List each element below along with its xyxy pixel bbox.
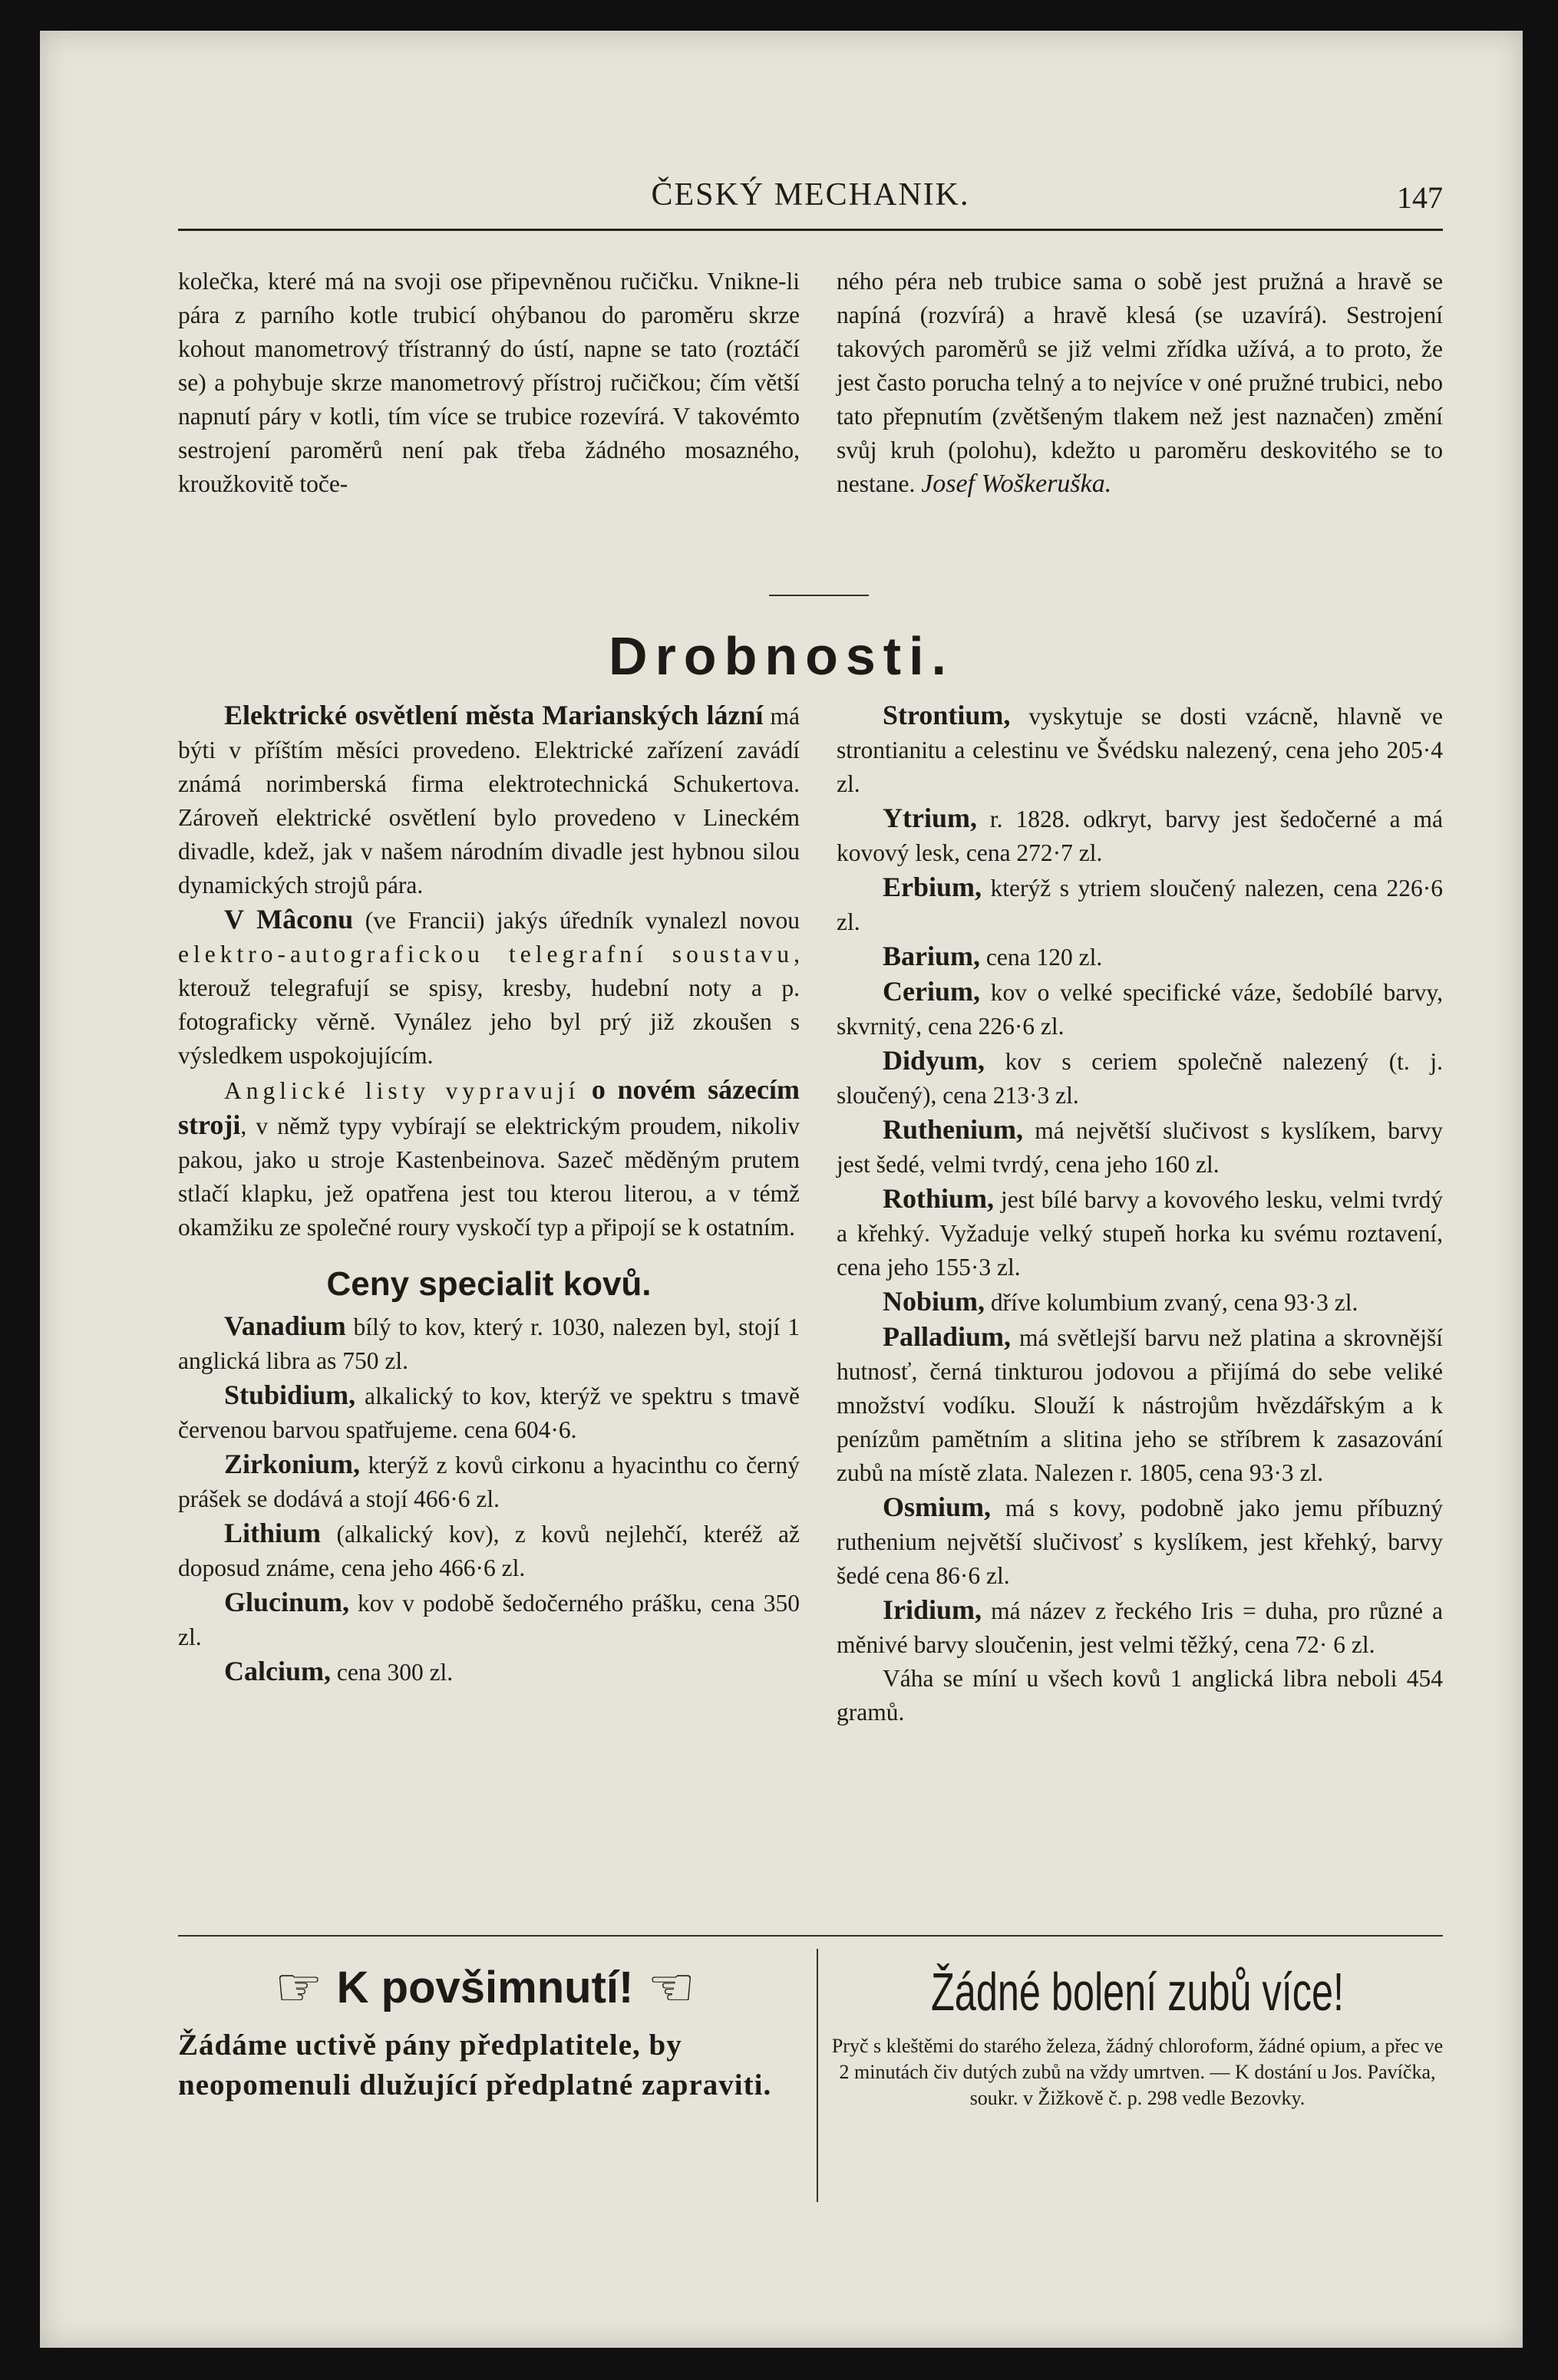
- page-number: 147: [1397, 180, 1443, 215]
- ad-title: Žádné bolení zubů více!: [931, 1962, 1344, 2022]
- metal-entry: [178, 1447, 800, 1516]
- metal-description: kterýž s ytriem sloučený nalezen, cena 226·6 zl.: [837, 875, 1443, 935]
- metal-description: (alkalický kov), z kovů nejlehčí, kteréž až doposud známe, cena jeho 466·6 zl.: [178, 1521, 800, 1581]
- news-body: , kterouž telegrafují se spisy, kresby, hudební noty a p. fotograficky věrně. Vynález jeho byl prý již zkoušen s výsledkem uspokojujícím.: [178, 941, 800, 1069]
- article-text-right-body: ného péra neb trubice sama o sobě jest pružná a hravě se napíná (rozvírá) a hravě klesá (se uzavírá). Sestrojení takových paroměrů se již velmi zřídka užívá, a to proto, že jest často porucha telný a to nejvíce v oné pružné trubici, nebo tato přepnutím (zvětšeným tlakem než jest naznačen) změní svůj kruh (polohu), kdežto u paroměru deskovitého se to nestane.: [837, 268, 1443, 497]
- metal-entry: [837, 698, 1443, 801]
- column-divider: [817, 1949, 818, 2202]
- metal-description: dříve kolumbium zvaný, cena 93·3 zl.: [985, 1289, 1358, 1316]
- metal-name: Cerium,: [883, 976, 980, 1007]
- news-item: [178, 902, 800, 1073]
- metal-entry: [837, 1593, 1443, 1662]
- news-item: [178, 698, 800, 902]
- metal-name: Iridium,: [883, 1594, 982, 1625]
- metal-name: Ruthenium,: [883, 1114, 1024, 1145]
- news-column-right: [837, 698, 1443, 1729]
- news-lead: o novém sázecím stroji: [178, 1074, 800, 1140]
- metal-entry: [178, 1378, 800, 1447]
- news-lead: V Mâconu: [224, 904, 354, 935]
- ad-body: Pryč s kleštěmi do starého železa, žádný chloroform, žádné opium, a přec ve 2 minutách čiv dutých zubů na vždy umrtven. — K dostání u Jos. Pavíčka, soukr. v Žižkově č. p. 298 vedle Bezovky.: [831, 2035, 1444, 2109]
- metal-name: Vanadium: [224, 1310, 346, 1341]
- news-body: (ve Francii) jakýs úředník vynalezl novou: [353, 907, 800, 934]
- article-text-right: [837, 265, 1443, 501]
- metal-description: má název z řeckého Iris = duha, pro různé a měnivé barvy sloučenin, jest velmi těžký, cena 72· 6 zl.: [837, 1597, 1443, 1658]
- bottom-rule: [178, 1935, 1443, 1937]
- news-emphasis: elektro-autografickou telegrafní soustavu: [178, 941, 794, 967]
- metal-name: Nobium,: [883, 1286, 985, 1317]
- metal-entry: [178, 1654, 800, 1689]
- metal-entry: [178, 1516, 800, 1585]
- journal-title: ČESKÝ MECHANIK.: [651, 177, 970, 213]
- metal-description: má světlejší barvu než platina a skrovnější hutnosť, černá tinkturou jodovou a přijímá do sebe veliké množství vodíku. Slouží k nástrojům hvězdářským a k penízům pamětním a slitina jeho se stříbrem k zasazování zubů na místě zlata. Nalezen r. 1805, cena 93·3 zl.: [837, 1324, 1443, 1486]
- pointing-hand-left-icon: ☜: [647, 1957, 696, 2017]
- metal-description: jest bílé barvy a kovového lesku, velmi tvrdý a křehký. Vyžaduje velký stupeň horka ku svému roztavení, cena jeho 155·3 zl.: [837, 1186, 1443, 1281]
- article-continuation-right: [837, 265, 1443, 501]
- section-title: Drobnosti.: [609, 626, 954, 686]
- news-emphasis: Anglické listy vypravují: [224, 1077, 580, 1104]
- article-continuation-left: [178, 265, 800, 501]
- metal-name: Rothium,: [883, 1183, 995, 1214]
- news-item: [178, 1073, 800, 1244]
- metal-entry: [178, 1585, 800, 1654]
- page-header: [178, 153, 1443, 223]
- metal-entry: [837, 1490, 1443, 1593]
- dental-advertisement: [830, 1956, 1444, 2111]
- news-body: má býti v příštím měsíci provedeno. Elektrické zařízení zavádí známá norimberská firma elektrotechnická Schukertova. Zároveň elektrické osvětlení bylo provedeno v Lineckém divadle, kdež, jak v našem národním divadle jest hybnou silou dynamických strojů pára.: [178, 703, 800, 898]
- metal-name: Osmium,: [883, 1492, 992, 1522]
- metal-description: vyskytuje se dosti vzácně, hlavně ve strontianitu a celestinu ve Švédsku nalezený, cena jeho 205·4 zl.: [837, 703, 1443, 797]
- article-text-left: kolečka, které má na svoji ose připevněnou ručičku. Vnikne-li pára z parního kotle trubicí ohýbanou do paroměru skrze kohout manometrový třístranný do ústí, napne se tato (roztáčí se) a pohybuje skrze manometrový přístroj ručičkou; čím větší napnutí páry v kotli, tím více se trubice rozevírá. V takovémto sestrojení paroměrů není pak třeba žádného mosazného, kroužkovitě toče-: [178, 268, 800, 497]
- metal-entry: [837, 870, 1443, 939]
- metal-description: kov o velké specifické váze, šedobílé barvy, skvrnitý, cena 226·6 zl.: [837, 979, 1443, 1040]
- metal-entry: [837, 1182, 1443, 1284]
- header-rule: [178, 229, 1443, 231]
- metal-name: Barium,: [883, 941, 981, 971]
- metal-entry: [837, 1284, 1443, 1320]
- metal-description: má největší slučivost s kyslíkem, barvy jest šedé, velmi tvrdý, cena jeho 160 zl.: [837, 1117, 1443, 1178]
- metal-description: má s kovy, podobně jako jemu příbuzný ruthenium největší slučivosť s kyslíkem, jest křehký, barvy šedé cena 86·6 zl.: [837, 1495, 1443, 1589]
- metal-entry: [837, 801, 1443, 870]
- metal-entry: [837, 1113, 1443, 1182]
- subscriber-notice: [178, 1956, 792, 2105]
- metal-name: Palladium,: [883, 1321, 1012, 1352]
- notice-title: K povšimnutí!: [336, 1962, 634, 2012]
- metal-description: kov v podobě šedočerného prášku, cena 350 zl.: [178, 1590, 800, 1650]
- metal-description: kterýž z kovů cirkonu a hyacinthu co černý prášek se dodává a stojí 466·6 zl.: [178, 1452, 800, 1512]
- metal-description: cena 300 zl.: [331, 1659, 454, 1686]
- metal-description: kov s ceriem společně nalezený (t. j. sloučený), cena 213·3 zl.: [837, 1048, 1443, 1109]
- metal-entry: [178, 1309, 800, 1378]
- closing-note: Váha se míní u všech kovů 1 anglická libra neboli 454 gramů.: [837, 1665, 1443, 1726]
- metal-name: Glucinum,: [224, 1587, 350, 1617]
- section-divider: [769, 595, 869, 596]
- metal-description: cena 120 zl.: [980, 944, 1103, 971]
- metal-name: Ytrium,: [883, 803, 977, 833]
- metal-name: Strontium,: [883, 700, 1011, 730]
- metal-name: Lithium: [224, 1518, 322, 1548]
- metal-name: Erbium,: [883, 872, 982, 902]
- subheading: Ceny specialit kovů.: [326, 1265, 652, 1303]
- metal-name: Calcium,: [224, 1656, 331, 1686]
- metal-description: bílý to kov, který r. 1030, nalezen byl, stojí 1 anglická libra as 750 zl.: [178, 1314, 800, 1374]
- metal-entry: [837, 1320, 1443, 1490]
- metal-name: Didyum,: [883, 1045, 985, 1076]
- notice-heading: [178, 1956, 792, 2018]
- metal-entry: [837, 1043, 1443, 1113]
- news-lead: Elektrické osvětlení města Marianských lázní: [224, 700, 764, 730]
- metal-description: alkalický to kov, kterýž ve spektru s tmavě červenou barvou spatřujeme. cena 604·6.: [178, 1383, 800, 1443]
- metal-entry: [837, 939, 1443, 974]
- author-signature: Josef Woškeruška.: [921, 470, 1112, 498]
- page: [40, 31, 1523, 2348]
- metal-name: Stubidium,: [224, 1380, 356, 1410]
- pointing-hand-right-icon: ☞: [274, 1957, 323, 2017]
- news-column-left: [178, 698, 800, 1689]
- news-body: , v němž typy vybírají se elektrickým proudem, nikoliv pakou, jako u stroje Kastenbeinova. Sazeč měděným prutem stlačí klapku, jež opatřena jest tou kterou literou, a v témž okamžiku ze společné roury vyskočí typ a připojí se k ostatním.: [178, 1113, 800, 1241]
- notice-body: Žádáme uctivě pány předplatitele, by neopomenuli dlužující předplatné zapraviti.: [178, 2029, 772, 2101]
- metal-description: r. 1828. odkryt, barvy jest šedočerné a má kovový lesk, cena 272·7 zl.: [837, 806, 1443, 866]
- metal-name: Zirkonium,: [224, 1449, 361, 1479]
- metal-entry: [837, 974, 1443, 1043]
